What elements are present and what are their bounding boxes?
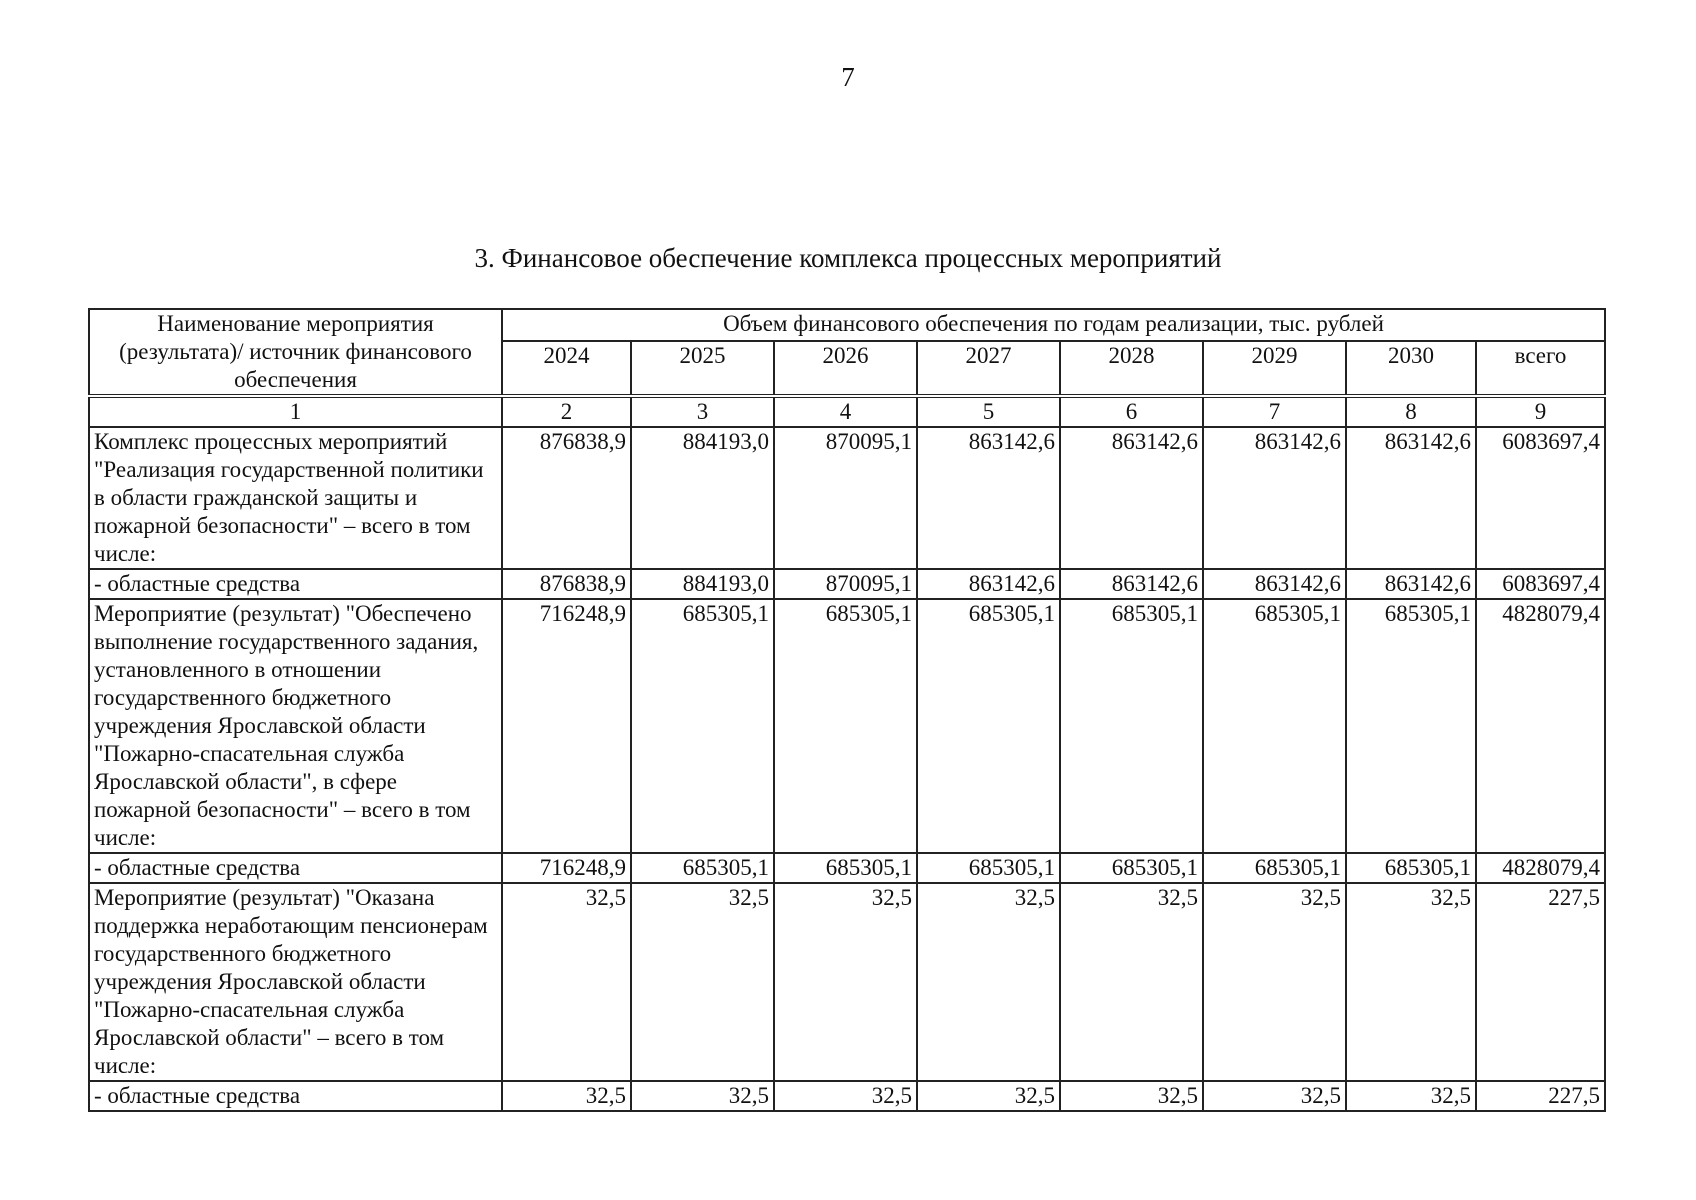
- row-value: 685305,1: [774, 853, 917, 883]
- row-value: 870095,1: [774, 427, 917, 569]
- row-value: 32,5: [917, 883, 1060, 1081]
- header-row-group: [89, 309, 1605, 341]
- row-total: 4828079,4: [1476, 853, 1605, 883]
- table-row: [89, 599, 1605, 853]
- section-title: 3. Финансовое обеспечение комплекса процессных мероприятий: [474, 243, 1222, 273]
- row-value: 685305,1: [1346, 599, 1476, 853]
- row-value: 876838,9: [502, 427, 631, 569]
- row-name: Мероприятие (результат) "Обеспечено выполнение государственного задания, установленного в отношении государственного бюджетного учреждения Ярославской области "Пожарно-спасательная служба Ярославской области", в сфере пожарной безопасности" – всего в том числе:: [89, 599, 502, 853]
- row-name: Комплекс процессных мероприятий "Реализация государственной политики в области гражданской защиты и пожарной безопасности" – всего в том числе:: [89, 427, 502, 569]
- header-year-1: 2025: [631, 341, 774, 396]
- financing-table: [88, 308, 1606, 1112]
- table-row: [89, 853, 1605, 883]
- column-number-9: 9: [1476, 396, 1605, 427]
- row-total: 227,5: [1476, 883, 1605, 1081]
- row-value: 863142,6: [1060, 427, 1203, 569]
- header-year-3: 2027: [917, 341, 1060, 396]
- row-value: 716248,9: [502, 853, 631, 883]
- row-value: 685305,1: [1060, 853, 1203, 883]
- row-value: 32,5: [631, 883, 774, 1081]
- page-number: 7: [841, 62, 855, 92]
- table-row: [89, 1081, 1605, 1111]
- row-total: 6083697,4: [1476, 569, 1605, 599]
- column-number-7: 7: [1203, 396, 1346, 427]
- row-value: 32,5: [774, 1081, 917, 1111]
- row-total: 6083697,4: [1476, 427, 1605, 569]
- header-year-4: 2028: [1060, 341, 1203, 396]
- row-value: 32,5: [917, 1081, 1060, 1111]
- row-value: 32,5: [1346, 1081, 1476, 1111]
- row-value: 863142,6: [917, 427, 1060, 569]
- row-value: 863142,6: [1346, 427, 1476, 569]
- row-value: 863142,6: [917, 569, 1060, 599]
- row-value: 685305,1: [631, 599, 774, 853]
- column-number-6: 6: [1060, 396, 1203, 427]
- row-name: - областные средства: [89, 1081, 502, 1111]
- row-name: Мероприятие (результат) "Оказана поддержка неработающим пенсионерам государственного бюджетного учреждения Ярославской области "Пожарно-спасательная служба Ярославской области" – всего в том числе:: [89, 883, 502, 1081]
- header-year-2: 2026: [774, 341, 917, 396]
- row-value: 32,5: [502, 883, 631, 1081]
- row-value: 863142,6: [1203, 427, 1346, 569]
- row-total: 227,5: [1476, 1081, 1605, 1111]
- row-name: - областные средства: [89, 853, 502, 883]
- row-value: 685305,1: [774, 599, 917, 853]
- row-value: 32,5: [502, 1081, 631, 1111]
- row-value: 32,5: [1203, 883, 1346, 1081]
- row-value: 863142,6: [1203, 569, 1346, 599]
- row-value: 685305,1: [1346, 853, 1476, 883]
- row-value: 685305,1: [1203, 853, 1346, 883]
- row-value: 685305,1: [1060, 599, 1203, 853]
- row-value: 863142,6: [1060, 569, 1203, 599]
- row-value: 685305,1: [917, 853, 1060, 883]
- header-name-cell: Наименование мероприятия (результата)/ источник финансового обеспечения: [89, 309, 502, 396]
- table-row: [89, 427, 1605, 569]
- column-numbers-row: [89, 396, 1605, 427]
- table-row: [89, 883, 1605, 1081]
- row-value: 876838,9: [502, 569, 631, 599]
- column-number-8: 8: [1346, 396, 1476, 427]
- column-number-5: 5: [917, 396, 1060, 427]
- row-total: 4828079,4: [1476, 599, 1605, 853]
- row-value: 32,5: [1203, 1081, 1346, 1111]
- row-value: 870095,1: [774, 569, 917, 599]
- row-value: 884193,0: [631, 427, 774, 569]
- row-value: 32,5: [1060, 883, 1203, 1081]
- row-name: - областные средства: [89, 569, 502, 599]
- row-value: 685305,1: [1203, 599, 1346, 853]
- header-year-6: 2030: [1346, 341, 1476, 396]
- header-group-cell: Объем финансового обеспечения по годам реализации, тыс. рублей: [502, 309, 1605, 341]
- column-number-2: 2: [502, 396, 631, 427]
- row-value: 685305,1: [917, 599, 1060, 853]
- column-number-4: 4: [774, 396, 917, 427]
- row-value: 863142,6: [1346, 569, 1476, 599]
- row-value: 32,5: [774, 883, 917, 1081]
- table-row: [89, 569, 1605, 599]
- column-number-1: 1: [89, 396, 502, 427]
- header-year-5: 2029: [1203, 341, 1346, 396]
- column-number-3: 3: [631, 396, 774, 427]
- row-value: 32,5: [631, 1081, 774, 1111]
- header-year-0: 2024: [502, 341, 631, 396]
- row-value: 716248,9: [502, 599, 631, 853]
- row-value: 685305,1: [631, 853, 774, 883]
- row-value: 884193,0: [631, 569, 774, 599]
- row-value: 32,5: [1346, 883, 1476, 1081]
- row-value: 32,5: [1060, 1081, 1203, 1111]
- header-year-7: всего: [1476, 341, 1605, 396]
